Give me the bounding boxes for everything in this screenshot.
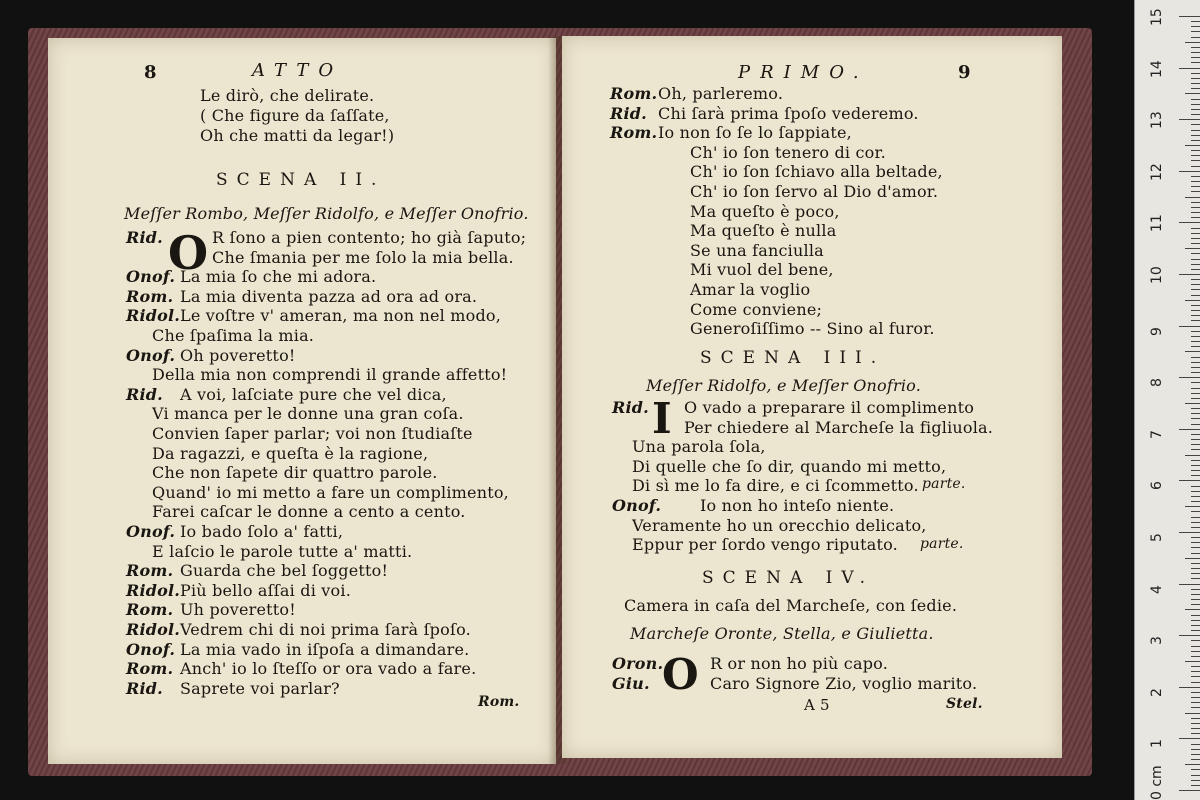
ruler-tick [1191,620,1200,621]
ruler-number: 5 [1149,533,1165,542]
ruler-tick [1191,568,1200,569]
scene-setting: Camera in caſa del Marcheſe, con ſedie. [624,596,958,615]
dialogue-line: Ch' io ſon ſchiavo alla beltade, [690,162,943,182]
ruler-tick [1191,553,1200,554]
dialogue-line: Ch' io ſon tenero di cor. [690,142,886,162]
scene-characters: Meſſer Ridolfo, e Meſſer Onofrio. [646,376,922,395]
ruler-tick [1191,37,1200,38]
ruler-tick [1191,640,1200,641]
dialogue-line: Amar la voglio [690,280,811,299]
scene-characters: Marcheſe Oronte, Stella, e Giulietta. [630,624,934,643]
ruler-tick [1191,372,1200,373]
ruler-tick [1185,300,1200,301]
ruler-tick [1191,759,1200,760]
right-page [562,36,1062,758]
ruler-number: 4 [1149,584,1165,594]
ruler-tick [1191,295,1200,296]
speaker-label: Onof. [612,496,662,515]
ruler-tick [1191,651,1200,652]
ruler-tick [1191,191,1200,192]
text-line: ( Che figure da ſaſſate, [200,106,390,125]
ruler-tick [1191,310,1200,311]
ruler-tick [1191,408,1200,409]
scene-characters: Meſſer Rombo, Meſſer Ridolfo, e Meſſer Onofrio. [124,204,529,223]
ruler-tick [1191,625,1200,626]
ruler-tick [1185,197,1200,198]
ruler-tick [1191,367,1200,368]
speaker-label: Rid. [612,398,649,417]
ruler-number: 9 [1149,326,1165,336]
ruler-tick [1185,351,1200,352]
ruler-tick [1191,166,1200,167]
dialogue-line: Che ſpaſima la mia. [152,326,315,345]
dialogue-line: La mia ſo che mi adora. [180,267,377,287]
ruler-tick [1179,16,1200,17]
ruler-tick [1179,377,1200,378]
dialogue-line: Oh poveretto! [180,345,296,365]
ruler-tick [1191,728,1200,729]
ruler-tick [1191,212,1200,213]
dialogue-line: A voi, laſciate pure che vel dica, [180,384,447,404]
ruler-tick [1191,666,1200,667]
ruler-tick [1191,542,1200,543]
ruler-tick [1179,584,1200,585]
ruler-tick [1191,284,1200,285]
dialogue-line: Che ſmania per me ſolo la mia bella. [212,247,514,267]
left-page [48,38,556,764]
ruler-tick [1191,269,1200,270]
ruler-tick [1191,573,1200,574]
ruler-tick [1191,362,1200,363]
speaker-label: Rom. [126,659,174,679]
ruler-tick [1191,718,1200,719]
ruler-tick [1191,754,1200,755]
drop-cap: I [652,394,672,443]
dialogue-line: R or non ho più capo. [710,654,888,673]
page-number: 9 [958,62,971,83]
ruler-tick [1191,47,1200,48]
ruler-tick [1179,171,1200,172]
ruler-tick [1191,547,1200,548]
dialogue-line: Farei caſcar le donne a cento a cento. [152,502,466,522]
stage-direction: parte. [920,536,964,552]
dialogue-line: Una parola ſola, [632,437,766,457]
speaker-label: Onof. [126,345,176,365]
ruler-tick [1191,88,1200,89]
ruler-tick [1191,393,1200,394]
ruler-tick [1185,248,1200,249]
ruler-tick [1191,217,1200,218]
ruler-tick [1185,403,1200,404]
ruler-tick [1191,444,1200,445]
ruler-tick [1191,769,1200,770]
ruler-tick [1179,532,1200,533]
speaker-label: Rid. [610,103,647,123]
ruler-tick [1191,150,1200,151]
ruler-tick [1191,114,1200,115]
dialogue-line: Mi vuol del bene, [690,260,834,280]
ruler-tick [1191,434,1200,435]
ruler-tick [1191,470,1200,471]
ruler-tick [1191,73,1200,74]
ruler-tick [1185,661,1200,662]
dialogue-line: Convien ſaper parlar; voi non ſtudiaſte [152,424,473,443]
scene-title: SCENA II. [216,170,386,190]
speaker-label: Onof. [126,639,176,659]
ruler-tick [1179,687,1200,688]
text-line: Le dirò, che delirate. [200,86,375,105]
dialogue-line: Da ragazzi, e queſta è la ragione, [152,443,429,463]
ruler-tick [1191,57,1200,58]
ruler-tick [1191,104,1200,105]
ruler-tick [1191,398,1200,399]
dialogue-line: Eppur per ſordo vengo riputato. [632,535,898,555]
ruler-number: 1 [1149,739,1165,749]
speaker-label: Rom. [610,84,658,103]
dialogue-line: Per chiedere al Marcheſe la figliuola. [684,417,994,437]
ruler-tick [1179,222,1200,223]
speaker-label: Rom. [126,561,174,581]
dialogue-line: Chi ſarà prima ſpoſo vederemo. [658,103,919,123]
ruler-tick [1191,124,1200,125]
ruler-tick [1191,259,1200,260]
dialogue-line: Di quelle che ſo dir, quando mi metto, [632,456,947,476]
dialogue-line: Se una fanciulla [690,240,824,260]
ruler-tick [1191,155,1200,156]
ruler-tick [1191,279,1200,280]
speaker-label: Ridol. [126,306,181,326]
dialogue-line: Vi manca per le donne una gran coſa. [152,404,464,424]
ruler-tick [1185,609,1200,610]
ruler-tick [1191,511,1200,512]
ruler-number: 10 [1149,266,1165,284]
ruler-tick [1191,418,1200,419]
dialogue-line: Che non ſapete dir quattro parole. [152,463,438,483]
ruler-tick [1191,181,1200,182]
ruler-tick [1191,475,1200,476]
ruler-tick [1191,682,1200,683]
drop-cap: O [168,226,209,280]
ruler-tick [1191,320,1200,321]
dialogue-line: E laſcio le parole tutte a' matti. [152,541,413,561]
ruler-number: 15 [1149,8,1165,26]
ruler-tick [1179,790,1200,791]
dialogue-line: O vado a preparare il complimento [684,398,975,417]
ruler-tick [1191,424,1200,425]
ruler-tick [1191,733,1200,734]
ruler-tick [1185,506,1200,507]
ruler-tick [1179,119,1200,120]
ruler-tick [1191,202,1200,203]
ruler-tick [1191,238,1200,239]
ruler-tick [1179,429,1200,430]
catchword: Rom. [478,694,520,710]
dialogue-line: Uh poveretto! [180,600,296,620]
ruler-tick [1191,305,1200,306]
ruler-tick [1191,449,1200,450]
dialogue-line: Saprete voi parlar? [180,678,340,698]
ruler-tick [1191,785,1200,786]
ruler-tick [1191,264,1200,265]
ruler-tick [1191,563,1200,564]
ruler-tick [1191,78,1200,79]
ruler-number: 7 [1149,429,1165,439]
ruler-tick [1191,702,1200,703]
ruler-tick [1191,630,1200,631]
ruler-tick [1191,346,1200,347]
dialogue-line: R ſono a pien contento; ho già ſaputo; [212,228,527,247]
ruler-tick [1191,413,1200,414]
ruler-tick [1191,522,1200,523]
dialogue-line: Caro Signore Zio, voglio marito. [710,673,978,693]
ruler-number: 0 cm [1149,765,1165,800]
ruler-tick [1191,228,1200,229]
ruler-tick [1179,635,1200,636]
ruler-tick [1179,738,1200,739]
dialogue-line: La mia diventa pazza ad ora ad ora. [180,286,478,306]
ruler-tick [1191,496,1200,497]
ruler-tick [1191,527,1200,528]
speaker-label: Ridol. [126,580,181,600]
dialogue-line: La mia vado in iſpoſa a dimandare. [180,639,470,659]
dialogue-line: Guarda che bel ſoggetto! [180,561,389,581]
speaker-label: Oron. [612,654,664,673]
ruler-tick [1185,145,1200,146]
ruler-tick [1191,486,1200,487]
speaker-label: Onof. [126,522,176,541]
ruler-tick [1191,388,1200,389]
ruler-tick [1191,21,1200,22]
ruler-tick [1191,289,1200,290]
dialogue-line: Quand' io mi metto a fare un complimento, [152,482,509,502]
ruler-tick [1191,243,1200,244]
dialogue-line: Più bello aſſai di voi. [180,580,351,600]
ruler-tick [1191,109,1200,110]
signature-mark: A 5 [804,696,830,714]
ruler-tick [1191,341,1200,342]
dialogue-line: Io non ſo ſe lo ſappiate, [658,123,852,143]
ruler-tick [1179,326,1200,327]
dialogue-line: Oh, parleremo. [658,84,784,103]
ruler-tick [1185,455,1200,456]
dialogue-line: Veramente ho un orecchio delicato, [632,515,927,535]
ruler-tick [1191,692,1200,693]
ruler-tick [1191,62,1200,63]
ruler-tick [1191,780,1200,781]
ruler-tick [1185,713,1200,714]
ruler-tick [1191,491,1200,492]
ruler-tick [1191,676,1200,677]
speaker-label: Giu. [612,673,650,693]
speaker-label: Rom. [126,286,174,306]
dialogue-line: Vedrem chi di noi prima ſarà ſpoſo. [180,620,471,639]
ruler-tick [1191,460,1200,461]
ruler-tick [1191,186,1200,187]
speaker-label: Onof. [126,267,176,287]
scene-title: SCENA III. [700,348,886,368]
ruler-tick [1191,207,1200,208]
ruler-tick [1179,68,1200,69]
ruler-tick [1191,646,1200,647]
ruler-number: 3 [1149,636,1165,646]
dialogue-line: Io bado ſolo a' fatti, [180,522,344,541]
text-line: Oh che matti da legar!) [200,126,395,145]
ruler-tick [1191,501,1200,502]
ruler-tick [1191,253,1200,254]
speaker-label: Ridol. [126,620,181,639]
dialogue-line: Ma queſto è poco, [690,201,840,221]
ruler-tick [1191,233,1200,234]
ruler-tick [1191,331,1200,332]
stage-direction: parte. [922,476,966,492]
ruler-tick [1191,382,1200,383]
ruler-tick [1191,99,1200,100]
ruler-tick [1191,599,1200,600]
page-number: 8 [144,62,157,83]
ruler-tick [1191,697,1200,698]
ruler-tick [1191,465,1200,466]
ruler-number: 14 [1149,59,1165,78]
ruler-tick [1191,723,1200,724]
dialogue-line: Di sì me lo fa dire, e ci ſcommetto. [632,476,919,496]
ruler-tick [1191,31,1200,32]
ruler-tick [1191,604,1200,605]
ruler-tick [1191,594,1200,595]
dialogue-line: Ch' io ſon ſervo al Dio d'amor. [690,182,939,201]
ruler-tick [1191,140,1200,141]
ruler-number: 12 [1149,162,1165,181]
catchword: Stel. [946,696,983,712]
ruler-tick [1191,83,1200,84]
drop-cap: O [662,650,699,699]
ruler-tick [1191,775,1200,776]
ruler-tick [1191,656,1200,657]
ruler-tick [1191,615,1200,616]
dialogue-line: Generoſiſſimo -- Sino al furor. [690,319,935,339]
ruler-tick [1191,336,1200,337]
ruler-tick [1191,135,1200,136]
ruler-tick [1191,744,1200,745]
ruler-tick [1191,517,1200,518]
ruler-number: 11 [1149,214,1165,233]
ruler-tick [1191,578,1200,579]
running-header: ATTO [252,60,344,81]
speaker-label: Rid. [126,384,163,404]
speaker-label: Rom. [126,600,174,620]
ruler-tick [1191,160,1200,161]
ruler-tick [1185,93,1200,94]
speaker-label: Rid. [126,678,163,698]
ruler-tick [1191,176,1200,177]
ruler-tick [1185,42,1200,43]
speaker-label: Rom. [610,123,658,143]
ruler-number: 13 [1149,111,1165,130]
dialogue-line: Anch' io lo ſteſſo or ora vado a fare. [180,659,477,679]
measuring-ruler [1134,0,1200,800]
dialogue-line: Le voſtre v' ameran, ma non nel modo, [180,306,502,326]
ruler-tick [1191,671,1200,672]
ruler-tick [1191,439,1200,440]
ruler-tick [1191,357,1200,358]
ruler-tick [1191,130,1200,131]
ruler-number: 2 [1149,687,1165,697]
scene-title: SCENA IV. [702,568,875,588]
dialogue-line: Io non ho inteſo niente. [700,496,895,515]
ruler-tick [1191,52,1200,53]
ruler-tick [1191,589,1200,590]
dialogue-line: Ma queſto è nulla [690,221,837,241]
ruler-number: 6 [1149,481,1165,491]
ruler-tick [1185,558,1200,559]
speaker-label: Rid. [126,228,163,247]
ruler-tick [1179,274,1200,275]
ruler-tick [1191,26,1200,27]
ruler-tick [1191,537,1200,538]
dialogue-line: Come conviene; [690,299,823,319]
running-header: PRIMO. [738,62,869,83]
dialogue-line: Della mia non comprendi il grande affetto! [152,365,508,385]
ruler-tick [1179,480,1200,481]
ruler-tick [1191,749,1200,750]
ruler-tick [1191,315,1200,316]
ruler-tick [1191,707,1200,708]
ruler-tick [1185,764,1200,765]
ruler-number: 8 [1149,378,1165,388]
